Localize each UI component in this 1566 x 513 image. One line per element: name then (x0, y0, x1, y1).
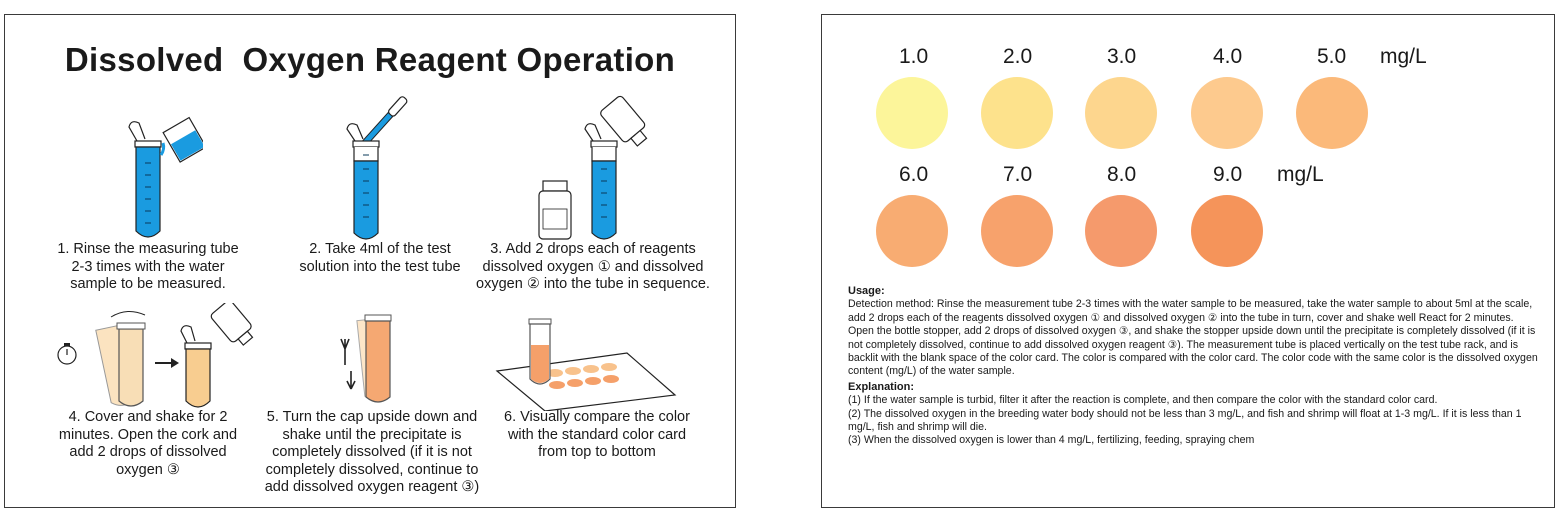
usage-section (848, 285, 1538, 448)
step-6-caption: 6. Visually compare the color with the standard color card from top to bottom (504, 409, 690, 460)
color-label-7: 7.0 (1003, 163, 1033, 186)
color-swatch-9 (1191, 195, 1263, 267)
step-3-caption: 3. Add 2 drops each of reagents dissolved oxygen ① and dissolved oxygen ② into the tube in sequence. (476, 241, 710, 292)
color-card (821, 14, 1555, 508)
rinse-tube-illustration (123, 115, 203, 245)
dropper-tube-illustration (341, 95, 421, 245)
explanation-item-2: (2) The dissolved oxygen in the breeding water body should not be less than 3 mg/L, and fish and shrimp will float at 1-3 mg/L. If it is less than 1 mg/L, fish and shrimp will die. (848, 407, 1522, 434)
color-swatch-7 (981, 195, 1053, 267)
usage-heading: Usage: (848, 285, 885, 297)
shake-tube-illustration (55, 303, 255, 413)
step-2-caption: 2. Take 4ml of the test solution into the test tube (299, 241, 461, 275)
unit-label-row-2: mg/L (1277, 163, 1324, 186)
usage-text: Detection method: Rinse the measurement tube 2-3 times with the water sample to be measured, take the water sample to about 5ml at the scale, add 2 drops each of the reagents dissolved oxygen ① and dissolved oxygen ② into the tube in turn, cover and shake well React for 2 minutes. Open the bottle stopper, add 2 drops of dissolved oxygen ③, and shake the stopper upside down until the precipitate is completely dissolved (if it is not completely dissolved, continue to add dissolved oxygen reagent ③). The measurement tube is placed vertically on the test tube rack, and is backlit with the blank space of the color card. The color is compared with the color card. The color code with the same color is the dissolved oxygen content (mg/L) of the water sample. (848, 298, 1538, 378)
color-swatch-3 (1085, 77, 1157, 149)
color-label-5: 5.0 (1317, 45, 1347, 68)
color-swatch-4 (1191, 77, 1263, 149)
explanation-heading: Explanation: (848, 380, 915, 393)
invert-tube-illustration (335, 309, 415, 413)
page-title: Dissolved Oxygen Reagent Operation (64, 41, 676, 78)
color-swatch-5 (1296, 77, 1368, 149)
color-label-6: 6.0 (899, 163, 929, 186)
reagent-bottles-illustration (535, 95, 655, 245)
color-swatch-2 (981, 77, 1053, 149)
color-label-3: 3.0 (1107, 45, 1137, 68)
color-label-1: 1.0 (899, 45, 929, 68)
explanation-item-3: (3) When the dissolved oxygen is lower than 4 mg/L, fertilizing, feeding, spraying chem (848, 434, 1255, 447)
color-swatch-1 (876, 77, 948, 149)
color-label-8: 8.0 (1107, 163, 1137, 186)
step-1-caption: 1. Rinse the measuring tube 2-3 times with the water sample to be measured. (57, 241, 239, 292)
color-swatch-6 (876, 195, 948, 267)
step-5-caption: 5. Turn the cap upside down and shake until the precipitate is completely dissolved (if it is not completely dissolved, continue to add dissolved oxygen reagent ③) (264, 409, 480, 495)
color-label-9: 9.0 (1213, 163, 1243, 186)
explanation-item-1: (1) If the water sample is turbid, filter it after the reaction is complete, and then compare the color with the standard color card. (848, 394, 1438, 407)
compare-card-illustration (493, 315, 683, 411)
color-label-4: 4.0 (1213, 45, 1243, 68)
color-label-2: 2.0 (1003, 45, 1033, 68)
step-4-caption: 4. Cover and shake for 2 minutes. Open the cork and add 2 drops of dissolved oxygen ③ (58, 409, 238, 478)
color-swatch-8 (1085, 195, 1157, 267)
unit-label-row-1: mg/L (1380, 45, 1427, 68)
operation-card (4, 14, 736, 508)
